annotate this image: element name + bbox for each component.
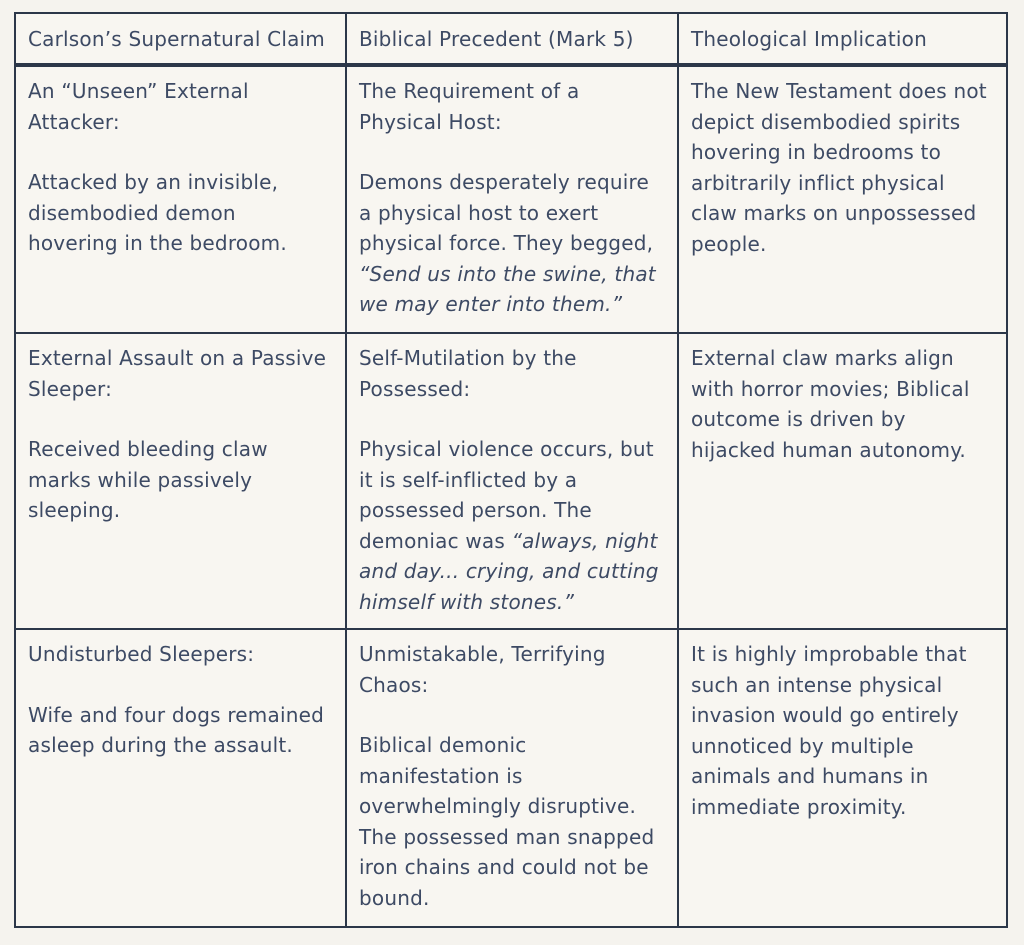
implication-cell — [678, 629, 1007, 927]
table-row — [15, 65, 1007, 333]
header-cell-claim: Carlson’s Supernatural Claim — [15, 13, 346, 65]
precedent-body-text: Physical violence occurs, but it is self-inflicted by a possessed person. The demoniac was — [359, 437, 654, 553]
implication-text: External claw marks align with horror movies; Biblical outcome is driven by hijacked human autonomy. — [691, 346, 970, 462]
claim-body: Attacked by an invisible, disembodied demon hovering in the bedroom. — [28, 170, 287, 255]
precedent-title: Unmistakable, Terrifying Chaos: — [359, 642, 606, 697]
scripture-quote: “always, night and day... crying, and cutting himself with stones.” — [359, 528, 659, 614]
precedent-body-text: Demons desperately require a physical host to exert physical force. They begged, — [359, 170, 654, 255]
claim-title: External Assault on a Passive Sleeper: — [28, 346, 327, 401]
precedent-body — [359, 434, 659, 617]
claim-cell — [15, 333, 346, 629]
scripture-quote: “Send us into the swine, that we may enter into them.” — [359, 261, 656, 316]
claim-title: Undisturbed Sleepers: — [28, 642, 255, 666]
implication-text: The New Testament does not depict disembodied spirits hovering in bedrooms to arbitrarily inflict physical claw marks on unpossessed people. — [691, 79, 987, 256]
header-row — [15, 13, 1007, 65]
implication-cell — [678, 333, 1007, 629]
precedent-cell — [346, 629, 678, 927]
table-row — [15, 333, 1007, 629]
precedent-title: The Requirement of a Physical Host: — [359, 79, 580, 134]
header-cell-precedent: Biblical Precedent (Mark 5) — [346, 13, 678, 65]
header-cell-implication: Theological Implication — [678, 13, 1007, 65]
table-row — [15, 629, 1007, 927]
claim-cell — [15, 65, 346, 333]
claim-cell — [15, 629, 346, 927]
precedent-body — [359, 167, 659, 320]
comparison-table — [14, 12, 1008, 928]
precedent-cell — [346, 333, 678, 629]
claim-body: Received bleeding claw marks while passively sleeping. — [28, 437, 268, 522]
precedent-title: Self-Mutilation by the Possessed: — [359, 346, 577, 401]
precedent-cell — [346, 65, 678, 333]
claim-title: An “Unseen” External Attacker: — [28, 79, 249, 134]
claim-body: Wife and four dogs remained asleep during the assault. — [28, 702, 324, 757]
implication-text: It is highly improbable that such an intense physical invasion would go entirely unnoticed by multiple animals and humans in immediate proximity. — [691, 642, 967, 819]
precedent-body: Biblical demonic manifestation is overwhelmingly disruptive. The possessed man snapped iron chains and could not be bound. — [359, 733, 655, 910]
implication-cell — [678, 65, 1007, 333]
